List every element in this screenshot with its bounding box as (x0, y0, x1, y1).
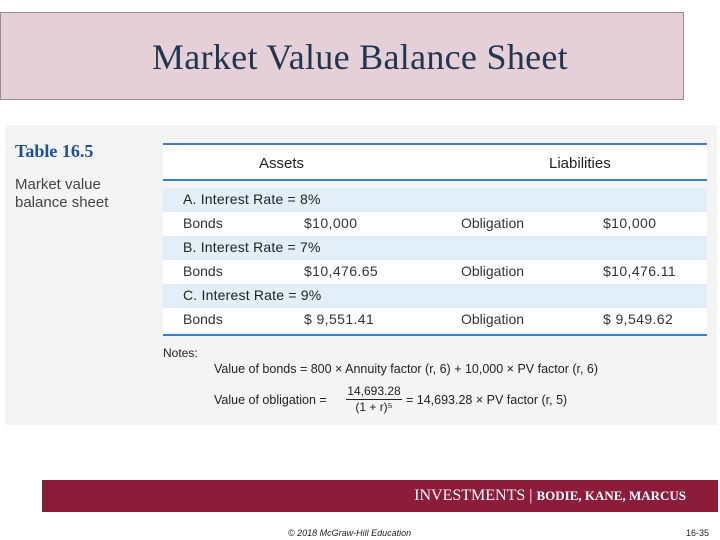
copyright-notice: © 2018 McGraw-Hill Education (288, 528, 412, 538)
liability-name: Obligation (461, 311, 525, 327)
asset-name: Bonds (183, 215, 223, 231)
table-number: Table 16.5 (15, 141, 94, 161)
brand-main: INVESTMENTS | (414, 487, 537, 504)
fraction-denominator: (1 + r)⁵ (355, 400, 393, 414)
asset-value: $10,000 (304, 215, 358, 231)
notes-label: Notes: (163, 346, 198, 360)
header-liabilities: Liabilities (549, 155, 611, 172)
section-a-header (163, 188, 707, 212)
obligation-fraction (344, 384, 404, 414)
liability-value: $10,000 (603, 215, 657, 231)
table-row (163, 260, 707, 284)
section-label: B. Interest Rate = 7% (183, 239, 321, 255)
table-row (163, 308, 707, 332)
liability-value: $ 9,549.62 (603, 311, 674, 327)
section-b-header (163, 236, 707, 260)
page-number: 16-35 (686, 528, 710, 538)
footer-bar (42, 480, 718, 512)
section-c-header (163, 284, 707, 308)
liability-name: Obligation (461, 263, 525, 279)
table-bottom-rule (163, 334, 707, 336)
slide-title: Market Value Balance Sheet (152, 37, 568, 77)
liability-name: Obligation (461, 215, 525, 231)
table-row (163, 212, 707, 236)
section-label: C. Interest Rate = 9% (183, 287, 322, 303)
bonds-formula: Value of bonds = 800 × Annuity factor (r, 6) + 10,000 × PV factor (r, 6) (214, 362, 599, 376)
brand-authors: BODIE, KANE, MARCUS (536, 488, 686, 503)
footer-brand (414, 487, 686, 505)
obligation-formula-rhs: = 14,693.28 × PV factor (r, 5) (406, 393, 568, 407)
table-header (163, 143, 707, 181)
table-caption: Market value balance sheet (15, 176, 109, 211)
asset-name: Bonds (183, 311, 223, 327)
asset-name: Bonds (183, 263, 223, 279)
fraction-numerator: 14,693.28 (347, 384, 401, 398)
obligation-formula-lhs: Value of obligation = (214, 393, 327, 407)
section-label: A. Interest Rate = 8% (183, 191, 321, 207)
asset-value: $10,476.65 (304, 263, 379, 279)
header-assets: Assets (259, 155, 305, 172)
asset-value: $ 9,551.41 (304, 311, 375, 327)
liability-value: $10,476.11 (603, 263, 677, 279)
